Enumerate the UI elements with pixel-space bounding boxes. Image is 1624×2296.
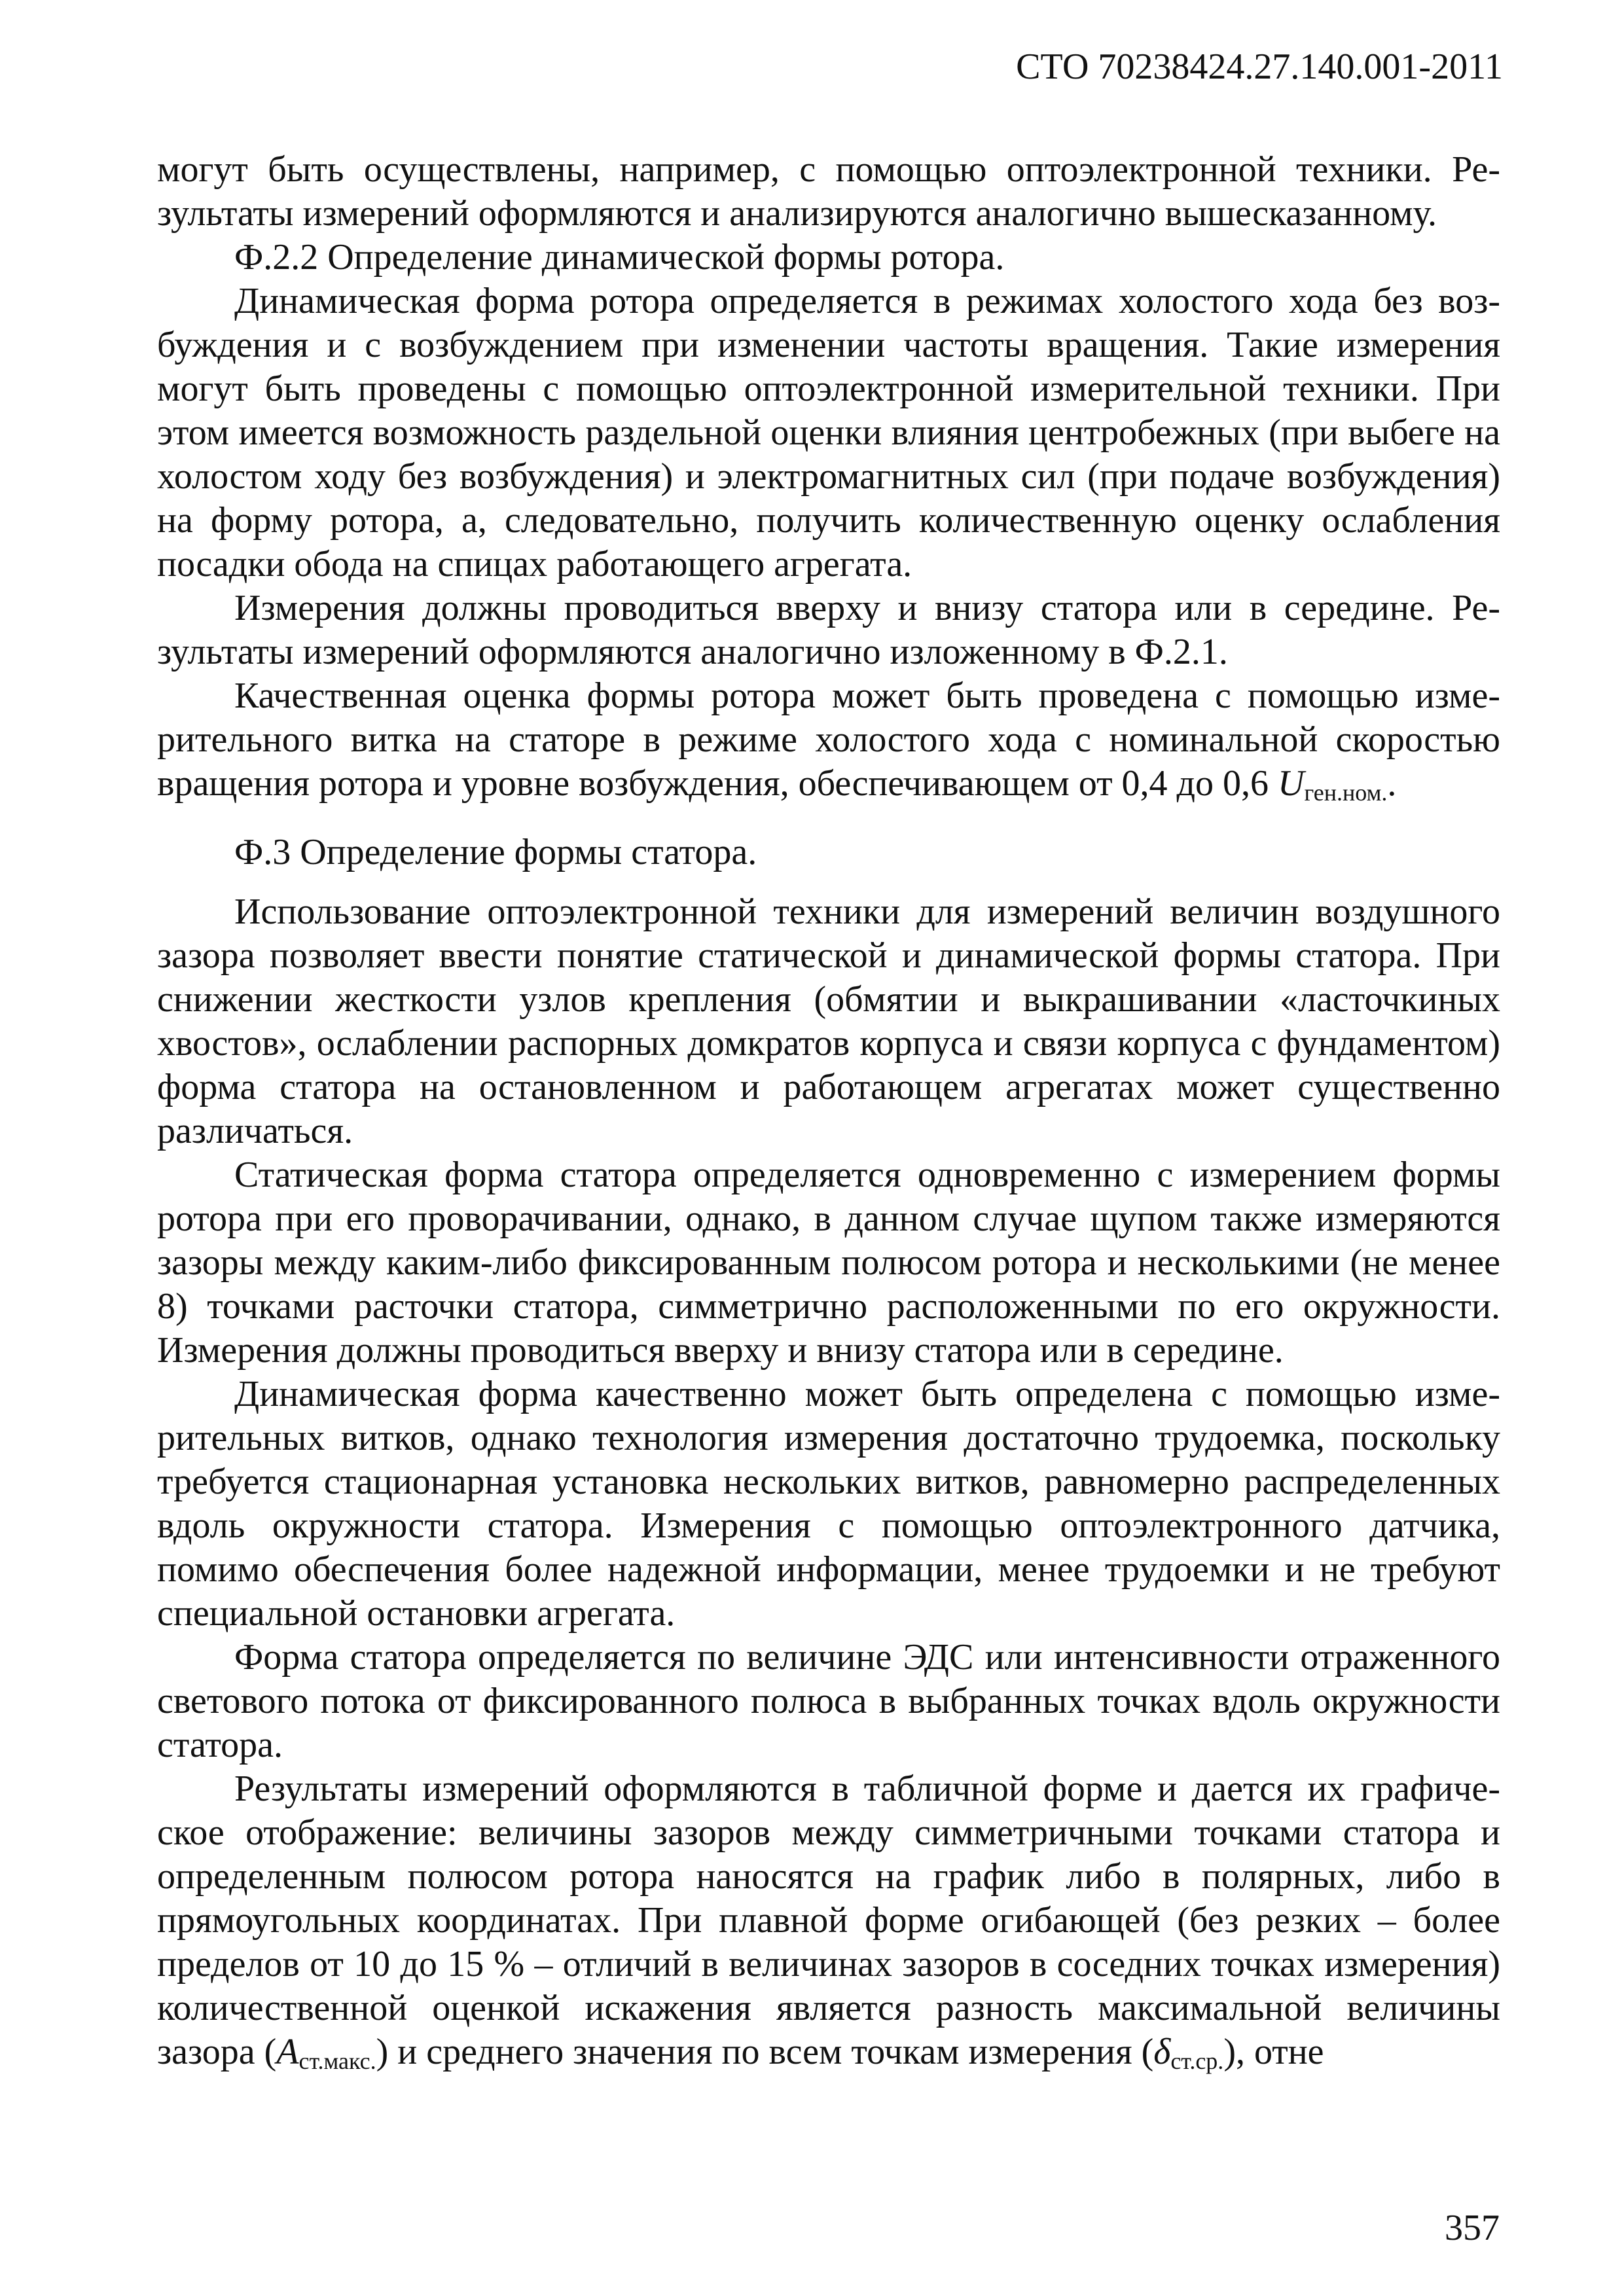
page-number: 357 — [1445, 2208, 1500, 2248]
paragraph-rotor-quality: Качественная оценка формы ротора может быть проведена с помощью измерительного витка на статоре в режиме холостого хода с номинальной скоростью вращения ротора и уровне возбуждения, обеспечивающем от 0,4 до 0,6 $U_{ген.ном.}$. — [157, 675, 1500, 806]
paragraph-optoelectronic-usage: Использование оптоэлектронной техники для измерений величин воздушного зазора позволяет ввести понятие статической и динамической формы статора. При снижении жесткости узлов крепления (обмятии и выкрашивании «ласточкиных хвостов», ослаблении распорных домкратов корпуса и связи корпуса с фундаментом) форма статора на остановленном и работающем агрегатах может существенно различаться. — [157, 891, 1500, 1151]
paragraph-static-stator-shape: Статическая форма статора определяется одновременно с измерением формы ротора при его проворачивании, однако, в данном случае щупом также измеряются зазоры между каким-либо фиксированным полюсом ротора и несколькими (не менее 8) точками расточки статора, симметрично расположенными по его окружности. Измерения должны проводиться вверху и внизу статора или в середине. — [157, 1155, 1500, 1371]
section-heading-f3: Ф.3 Определение формы статора. — [234, 832, 757, 872]
voltage-symbol: $U_{ген.ном.}$ — [1278, 763, 1388, 806]
rotor-quality-text: Качественная оценка формы ротора может быть проведена с помощью измерительного витка на статоре в режиме холостого хода с номинальной скоростью вращения ротора и уровне возбуждения, обеспечивающем от 0,4 до 0,6 — [157, 675, 1500, 804]
document-code: СТО 70238424.27.140.001-2011 — [1016, 46, 1503, 87]
paragraph-continuation: могут быть осуществлены, например, с помощью оптоэлектронной техники. Результаты измерений оформляются и анализируются аналогично вышесказанному. — [157, 149, 1500, 234]
section-heading-f22: Ф.2.2 Определение динамической формы ротора. — [234, 237, 1005, 278]
body-text — [157, 148, 1500, 2083]
paragraph-stator-emf: Форма статора определяется по величине ЭДС или интенсивности отраженного светового потока от фиксированного полюса в выбранных точках вдоль окружности статора. — [157, 1637, 1500, 1765]
paragraph-dynamic-rotor-shape: Динамическая форма ротора определяется в режимах холостого хода без возбуждения и с возбуждением при изменении частоты вращения. Такие измерения могут быть проведены с помощью оптоэлектронной измерительной техники. При этом имеется возможность раздельной оценки влияния центробежных (при выбеге на холостом ходу без возбуждения) и электромагнитных сил (при подаче возбуждения) на форму ротора, а, следовательно, получить количественную оценку ослабления посадки обода на спицах работающего агрегата. — [157, 281, 1500, 584]
mean-gap-symbol: $\delta_{ст.ср.}$ — [1153, 2032, 1224, 2074]
max-gap-symbol: $A_{ст.макс.}$ — [276, 2032, 376, 2074]
paragraph-results: Результаты измерений оформляются в табличной форме и дается их графическое отображение: величины зазоров между симметричными точками статора и определенным полюсом ротора наносятся на график либо в полярных, либо в прямоугольных координатах. При плавной форме огибающей (без резких – более пределов от 10 до 15 % – отличий в величинах зазоров в соседних точках измерения) количественной оценкой искажения является разность максимальной величины зазора $(A_{ст.макс.})$ и среднего значения по всем точкам измерения $(\delta_{ст.ср.})$, отне — [157, 1768, 1500, 2074]
paragraph-rotor-measurements: Измерения должны проводиться вверху и внизу статора или в середине. Результаты измерений оформляются аналогично изложенному в Ф.2.1. — [157, 588, 1500, 672]
paragraph-dynamic-stator-shape: Динамическая форма качественно может быть определена с помощью измерительных витков, однако технология измерения достаточно трудоемка, поскольку требуется стационарная установка нескольких витков, равномерно распределенных вдоль окружности статора. Измерения с помощью оптоэлектронного датчика, помимо обеспечения более надежной информации, менее трудоемки и не требуют специальной остановки агрегата. — [157, 1374, 1500, 1634]
